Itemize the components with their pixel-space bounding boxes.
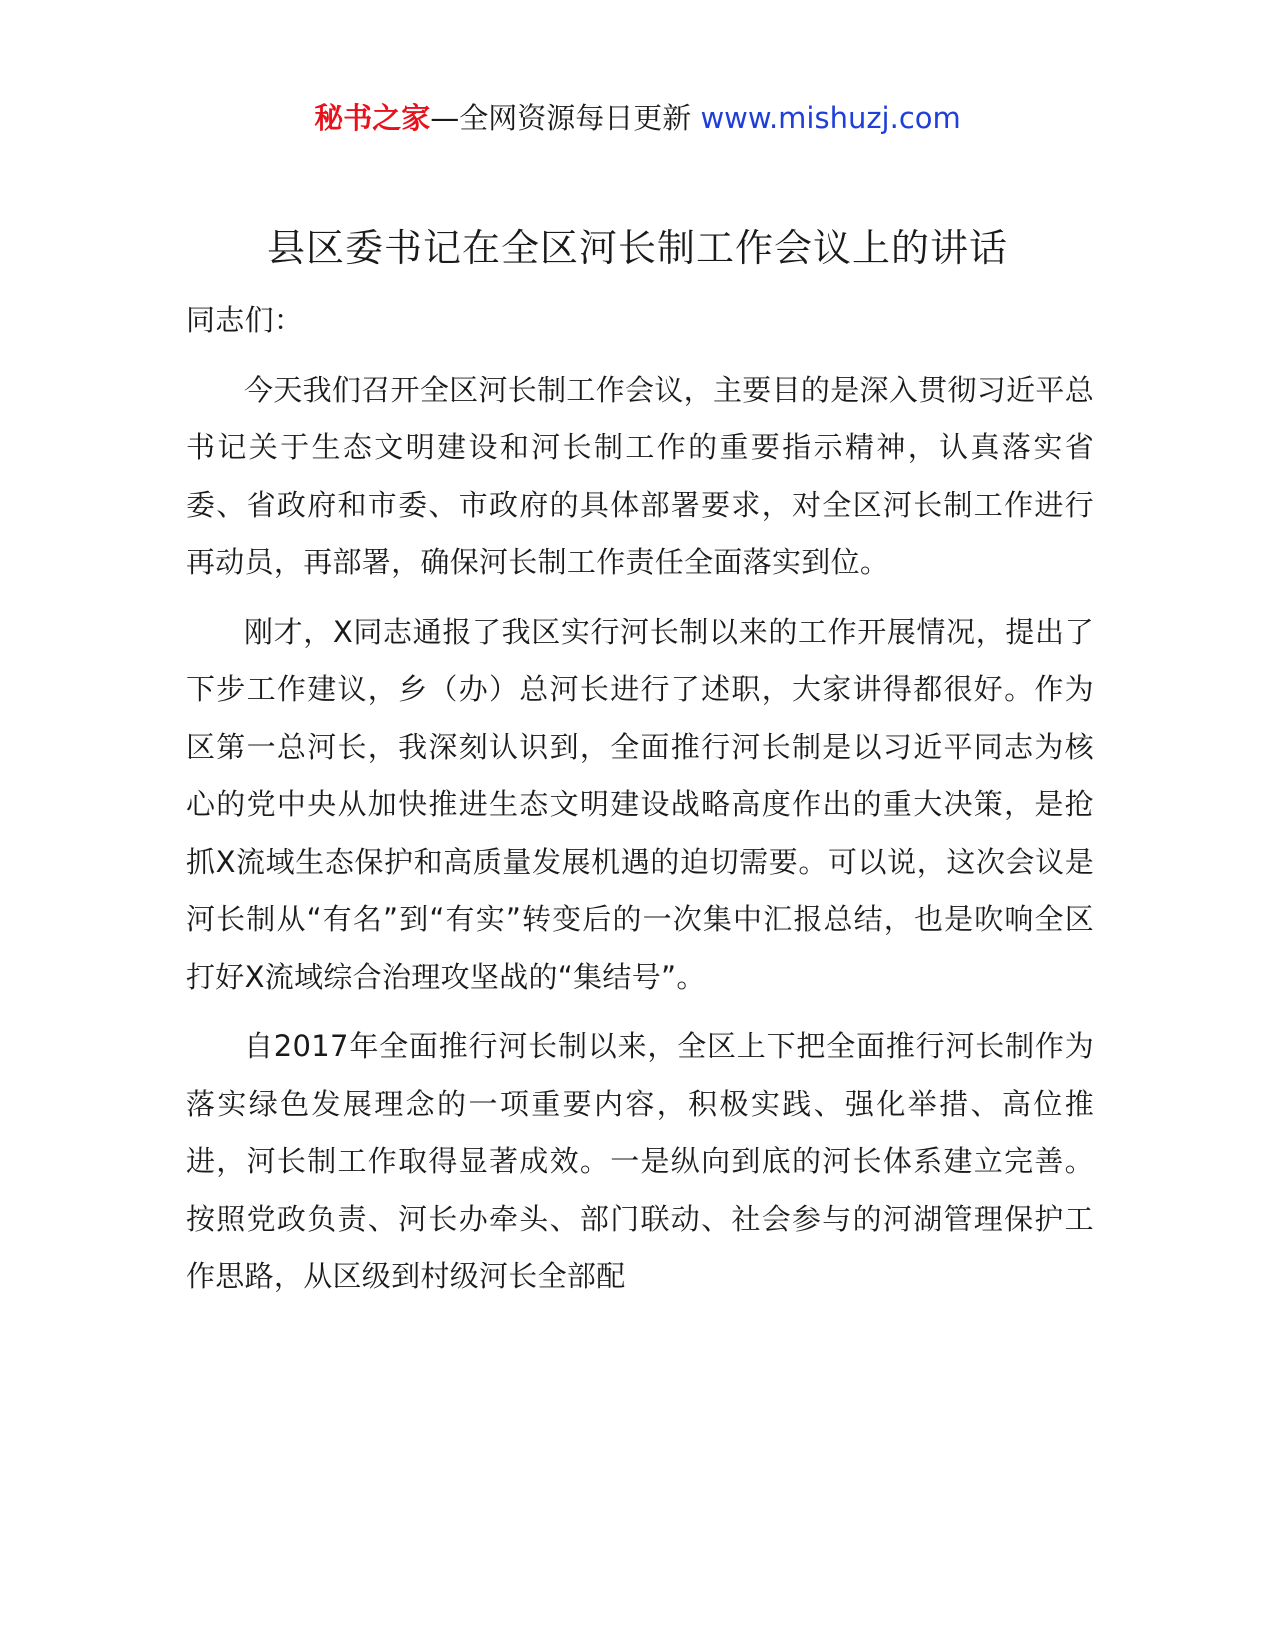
brand-name: 秘书之家 <box>314 101 431 135</box>
site-url-link[interactable]: www.mishuzj.com <box>700 101 961 135</box>
site-header <box>0 98 1275 138</box>
document-body <box>186 292 1094 1318</box>
salutation: 同志们： <box>186 303 304 337</box>
paragraph-3: 自2017年全面推行河长制以来，全区上下把全面推行河长制作为落实绿色发展理念的一项重要内容，积极实践、强化举措、高位推进，河长制工作取得显著成效。一是纵向到底的河长体系建立完善。按照党政负责、河长办牵头、部门联动、社会参与的河湖管理保护工作思路，从区级到村级河长全部配 <box>186 1029 1094 1293</box>
document-title: 县区委书记在全区河长制工作会议上的讲话 <box>266 226 1008 270</box>
paragraph-2: 刚才，X同志通报了我区实行河长制以来的工作开展情况，提出了下步工作建议，乡（办）总河长进行了述职，大家讲得都很好。作为区第一总河长，我深刻认识到，全面推行河长制是以习近平同志为核心的党中央从加快推进生态文明建设战略高度作出的重大决策，是抢抓X流域生态保护和高质量发展机遇的迫切需要。可以说，这次会议是河长制从“有名”到“有实”转变后的一次集中汇报总结，也是吹响全区打好X流域综合治理攻坚战的“集结号”。 <box>186 614 1094 994</box>
paragraph-1: 今天我们召开全区河长制工作会议，主要目的是深入贯彻习近平总书记关于生态文明建设和河长制工作的重要指示精神，认真落实省委、省政府和市委、市政府的具体部署要求，对全区河长制工作进行再动员，再部署，确保河长制工作责任全面落实到位。 <box>186 372 1094 579</box>
header-tagline: —全网资源每日更新 <box>430 101 701 135</box>
